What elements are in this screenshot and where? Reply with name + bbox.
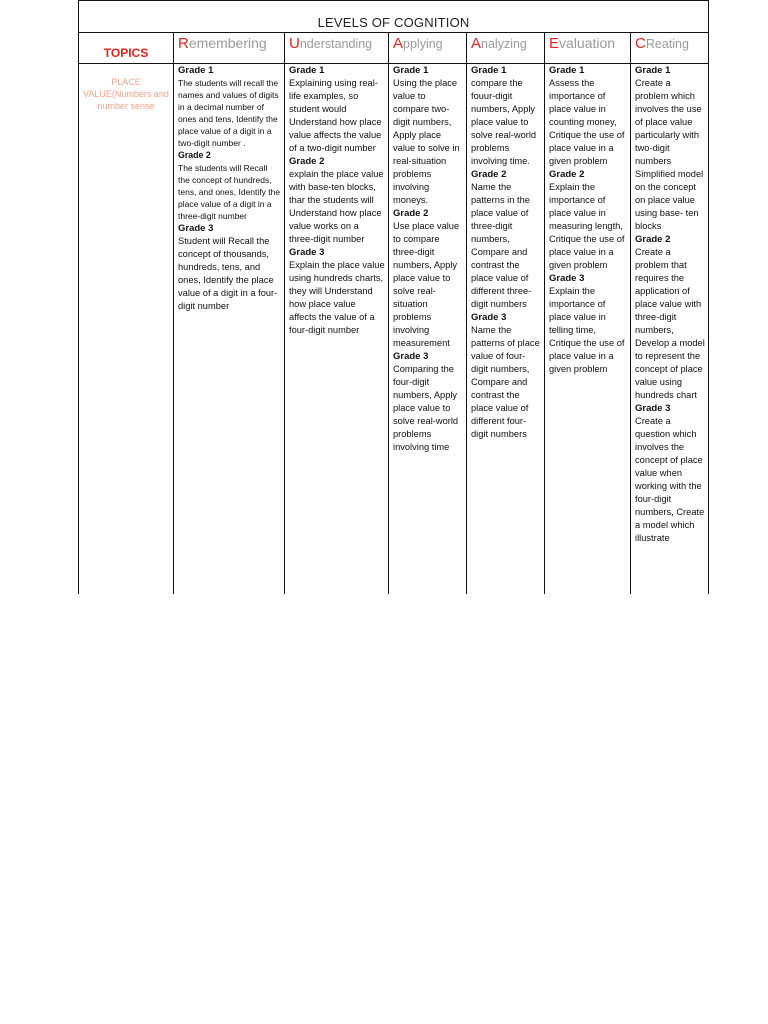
remembering-cell (174, 64, 285, 595)
topic-cell (79, 64, 174, 595)
grade-text: Name the patterns in the place value of three-digit numbers, Compare and contrast the place value of different three-digit numbers (471, 182, 532, 309)
grade-heading: Grade 3 (635, 403, 671, 414)
grade-text: explain the place value with base-ten blocks, thar the students will Understand how place value works on a three-digit number (289, 169, 384, 244)
grade-heading: Grade 1 (635, 65, 671, 76)
grade-text: Explain the importance of place value in telling time, Critique the use of place value in a given problem (549, 286, 625, 374)
grade-text: Name the patterns of place value of four-digit numbers, Compare and contrast the place value of different four-digit numbers (471, 325, 540, 439)
grade-heading: Grade 2 (471, 169, 507, 180)
grade-heading: Grade 3 (393, 351, 429, 362)
topics-header-cell (79, 33, 174, 64)
grade-text: Use place value to compare three-digit numbers, Apply place value to solve real- situation problems involving measurement (393, 221, 460, 348)
grade-heading: Grade 2 (635, 234, 671, 245)
grade-text: Create a question which involves the concept of place value when working with the four-digit numbers, Create a model which illustrate (635, 416, 705, 543)
grade-heading: Grade 1 (178, 65, 214, 76)
grade-text: Create a problem which involves the use of place value particularly with two-digit numbers Simplified model on the concept on place value using base- ten blocks (635, 78, 704, 231)
topic-text: PLACE VALUE(Numbers and number sense (83, 77, 169, 111)
cognition-table (78, 0, 709, 594)
header-row (79, 33, 709, 64)
content-row (79, 64, 709, 595)
grade-heading: Grade 2 (289, 156, 325, 167)
grade-text: Explain the importance of place value in measuring length, Critique the use of place value in a given problem (549, 182, 625, 270)
grade-heading: Grade 1 (549, 65, 585, 76)
understanding-cell (285, 64, 389, 595)
grade-heading: Grade 3 (289, 247, 325, 258)
title-cell (79, 1, 709, 33)
analyzing-cell (467, 64, 545, 595)
grade-text: Comparing the four-digit numbers, Apply place value to solve real-world problems involving time (393, 364, 459, 452)
level-header-understanding: Understanding (285, 33, 389, 64)
topics-header: TOPICS (103, 46, 149, 60)
level-header-analyzing: Analyzing (467, 33, 545, 64)
grade-text: The students will Recall the concept of hundreds, tens, and ones, Identify the place value of a digit in a three-digit number (178, 163, 281, 221)
grade-text: Create a problem that requires the application of place value with three-digit numbers, Develop a model to represent the concept of place value using hundreds chart (635, 247, 705, 400)
grade-heading: Grade 3 (471, 312, 507, 323)
grade-heading: Grade 3 (549, 273, 585, 284)
applying-cell (389, 64, 467, 595)
grade-heading: Grade 3 (178, 223, 214, 234)
grade-heading: Grade 1 (289, 65, 325, 76)
table-title: LEVELS OF COGNITION (317, 15, 470, 30)
grade-heading: Grade 2 (178, 150, 211, 160)
grade-text: The students will recall the names and values of digits in a decimal number of ones and tens, Identify the place value of a digit in a two-digit number . (178, 78, 279, 148)
grade-text: Student will Recall the concept of thousands, hundreds, tens, and ones, Identify the place value of a digit in a four-digit number (178, 236, 278, 311)
grade-heading: Grade 2 (549, 169, 585, 180)
grade-text: Using the place value to compare two-digit numbers, Apply place value to solve in real-situation problems involving moneys. (393, 78, 460, 205)
evaluation-cell (545, 64, 631, 595)
level-header-creating: CReating (631, 33, 709, 64)
grade-text: compare the fouur-digit numbers, Apply place value to solve real-world problems involving time. (471, 78, 537, 166)
grade-heading: Grade 1 (393, 65, 429, 76)
grade-text: Assess the importance of place value in counting money, Critique the use of place value in a given problem (549, 78, 625, 166)
creating-cell (631, 64, 709, 595)
level-header-evaluation: Evaluation (545, 33, 631, 64)
grade-heading: Grade 1 (471, 65, 507, 76)
grade-heading: Grade 2 (393, 208, 429, 219)
level-header-remembering: Remembering (174, 33, 285, 64)
level-header-applying: Applying (389, 33, 467, 64)
grade-text: Explaining using real-life examples, so student would Understand how place value affects the value of a two-digit number (289, 78, 382, 153)
grade-text: Explain the place value using hundreds charts, they will Understand how place value affects the value of a four-digit number (289, 260, 385, 335)
